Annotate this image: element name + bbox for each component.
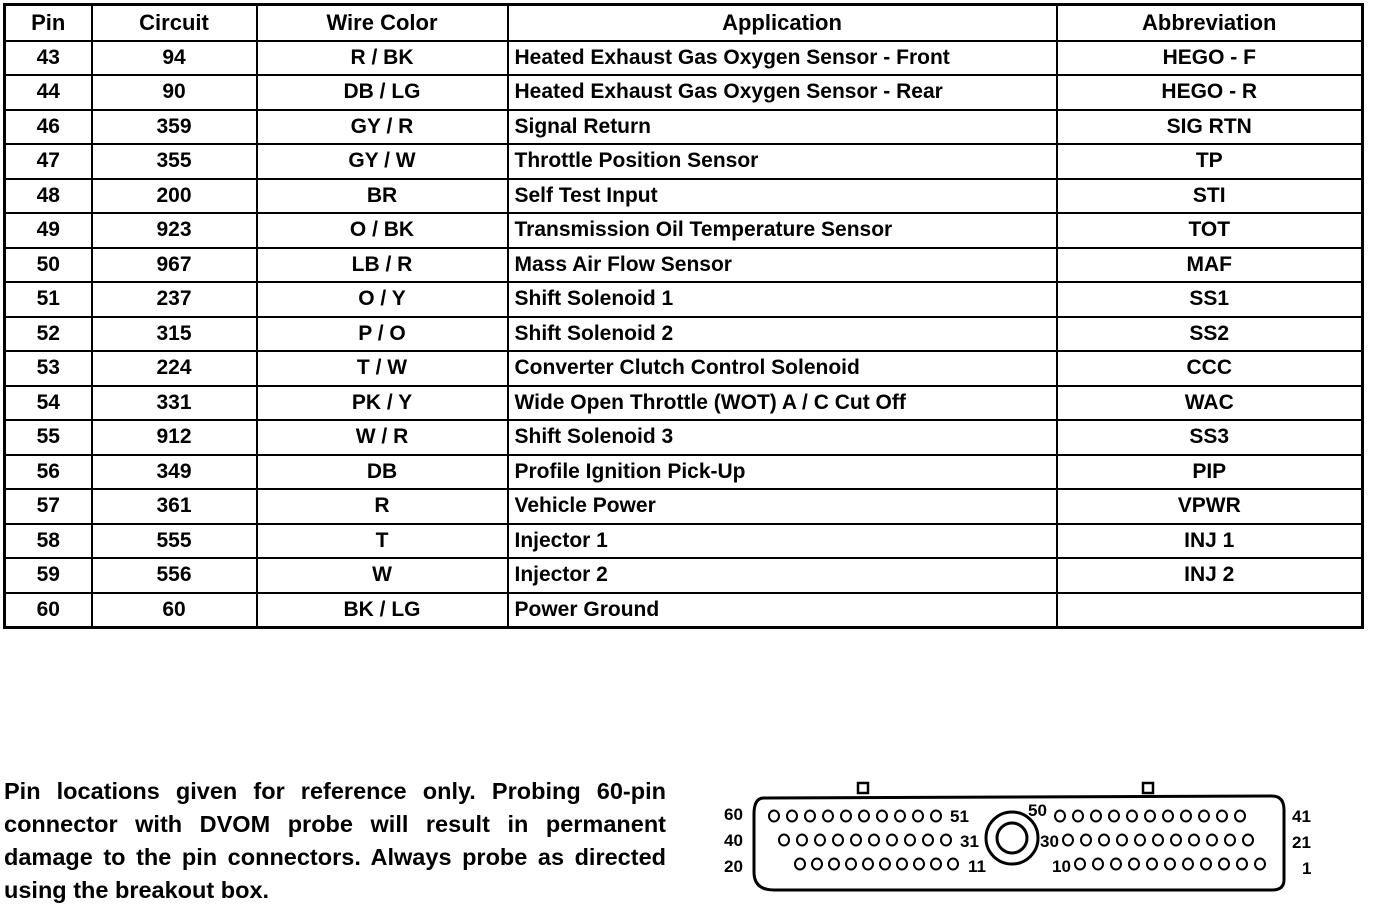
center-post-inner bbox=[997, 823, 1027, 853]
cell-wire-color: R bbox=[257, 489, 508, 524]
cell-abbreviation: MAF bbox=[1057, 248, 1363, 283]
middle-left-pin-hole bbox=[797, 835, 807, 846]
middle-right-pin-hole bbox=[1099, 835, 1109, 846]
cell-pin: 60 bbox=[5, 593, 92, 628]
upper-right-pin-hole bbox=[1127, 811, 1137, 822]
label-pin-41: 41 bbox=[1292, 807, 1311, 826]
lower-right-pin-hole bbox=[1147, 859, 1157, 870]
cell-abbreviation: SS1 bbox=[1057, 282, 1363, 317]
cell-wire-color: T / W bbox=[257, 351, 508, 386]
cell-abbreviation: HEGO - F bbox=[1057, 41, 1363, 76]
middle-left-pin-hole bbox=[887, 835, 897, 846]
latch-left bbox=[858, 783, 868, 793]
cell-circuit: 331 bbox=[92, 386, 257, 421]
label-pin-50: 50 bbox=[1028, 801, 1047, 820]
cell-circuit: 355 bbox=[92, 144, 257, 179]
cell-application: Wide Open Throttle (WOT) A / C Cut Off bbox=[508, 386, 1057, 421]
upper-right-pin-hole bbox=[1073, 811, 1083, 822]
cell-wire-color: R / BK bbox=[257, 41, 508, 76]
cell-application: Transmission Oil Temperature Sensor bbox=[508, 213, 1057, 248]
cell-abbreviation: TOT bbox=[1057, 213, 1363, 248]
label-pin-20: 20 bbox=[724, 857, 743, 876]
label-pin-60: 60 bbox=[724, 805, 743, 824]
table-row bbox=[5, 593, 1363, 628]
lower-right-pin-hole bbox=[1165, 859, 1175, 870]
cell-abbreviation: INJ 2 bbox=[1057, 558, 1363, 593]
middle-left-pin-hole bbox=[905, 835, 915, 846]
cell-application: Shift Solenoid 1 bbox=[508, 282, 1057, 317]
header-wire-color: Wire Color bbox=[257, 5, 508, 41]
pin-table-body bbox=[5, 41, 1363, 628]
table-row bbox=[5, 213, 1363, 248]
cell-pin: 51 bbox=[5, 282, 92, 317]
upper-left-pin-hole bbox=[895, 811, 905, 822]
cell-circuit: 60 bbox=[92, 593, 257, 628]
upper-right-pin-hole bbox=[1181, 811, 1191, 822]
cell-pin: 46 bbox=[5, 110, 92, 145]
cell-circuit: 967 bbox=[92, 248, 257, 283]
cell-application: Injector 2 bbox=[508, 558, 1057, 593]
cell-abbreviation: SS2 bbox=[1057, 317, 1363, 352]
cell-pin: 54 bbox=[5, 386, 92, 421]
cell-application: Heated Exhaust Gas Oxygen Sensor - Rear bbox=[508, 75, 1057, 110]
middle-right-pin-hole bbox=[1243, 835, 1253, 846]
cell-application: Power Ground bbox=[508, 593, 1057, 628]
lower-right-pin-hole bbox=[1111, 859, 1121, 870]
middle-right-pin-hole bbox=[1153, 835, 1163, 846]
upper-left-pin-hole bbox=[859, 811, 869, 822]
label-pin-30: 30 bbox=[1040, 832, 1059, 851]
upper-left-pin-hole bbox=[931, 811, 941, 822]
table-row bbox=[5, 179, 1363, 214]
upper-left-pin-hole bbox=[787, 811, 797, 822]
cell-abbreviation: WAC bbox=[1057, 386, 1363, 421]
connector-diagram bbox=[712, 780, 1332, 905]
lower-left-pin-hole bbox=[846, 859, 856, 870]
cell-wire-color: LB / R bbox=[257, 248, 508, 283]
table-row bbox=[5, 248, 1363, 283]
cell-wire-color: T bbox=[257, 524, 508, 559]
middle-right-pin-hole bbox=[1189, 835, 1199, 846]
cell-wire-color: O / BK bbox=[257, 213, 508, 248]
middle-right-pin-hole bbox=[1171, 835, 1181, 846]
lower-right-pin-hole bbox=[1183, 859, 1193, 870]
cell-pin: 48 bbox=[5, 179, 92, 214]
cell-abbreviation: PIP bbox=[1057, 455, 1363, 490]
upper-left-pin-hole bbox=[913, 811, 923, 822]
upper-left-pin-hole bbox=[769, 811, 779, 822]
cell-application: Profile Ignition Pick-Up bbox=[508, 455, 1057, 490]
cell-abbreviation: STI bbox=[1057, 179, 1363, 214]
cell-wire-color: GY / W bbox=[257, 144, 508, 179]
pin-table bbox=[3, 3, 1364, 629]
cell-pin: 52 bbox=[5, 317, 92, 352]
table-row bbox=[5, 386, 1363, 421]
cell-application: Heated Exhaust Gas Oxygen Sensor - Front bbox=[508, 41, 1057, 76]
cell-circuit: 224 bbox=[92, 351, 257, 386]
middle-right-pin-hole bbox=[1135, 835, 1145, 846]
upper-left-pin-hole bbox=[877, 811, 887, 822]
table-row bbox=[5, 144, 1363, 179]
middle-left-pin-hole bbox=[815, 835, 825, 846]
lower-left-pin-hole bbox=[948, 859, 958, 870]
cell-application: Mass Air Flow Sensor bbox=[508, 248, 1057, 283]
table-row bbox=[5, 41, 1363, 76]
header-pin: Pin bbox=[5, 5, 92, 41]
cell-abbreviation: HEGO - R bbox=[1057, 75, 1363, 110]
cell-circuit: 315 bbox=[92, 317, 257, 352]
cell-pin: 50 bbox=[5, 248, 92, 283]
cell-pin: 47 bbox=[5, 144, 92, 179]
lower-left-pin-hole bbox=[829, 859, 839, 870]
cell-pin: 56 bbox=[5, 455, 92, 490]
cell-wire-color: BR bbox=[257, 179, 508, 214]
upper-right-pin-hole bbox=[1109, 811, 1119, 822]
cell-pin: 55 bbox=[5, 420, 92, 455]
lower-right-pin-hole bbox=[1201, 859, 1211, 870]
lower-right-pin-hole bbox=[1255, 859, 1265, 870]
upper-right-pin-hole bbox=[1199, 811, 1209, 822]
table-row bbox=[5, 351, 1363, 386]
cell-circuit: 923 bbox=[92, 213, 257, 248]
cell-application: Throttle Position Sensor bbox=[508, 144, 1057, 179]
latch-right bbox=[1143, 783, 1153, 793]
cell-abbreviation bbox=[1057, 593, 1363, 628]
cell-application: Shift Solenoid 2 bbox=[508, 317, 1057, 352]
middle-left-pin-hole bbox=[851, 835, 861, 846]
label-pin-40: 40 bbox=[724, 831, 743, 850]
cell-wire-color: DB / LG bbox=[257, 75, 508, 110]
table-row bbox=[5, 317, 1363, 352]
middle-left-pin-hole bbox=[869, 835, 879, 846]
upper-left-pin-hole bbox=[823, 811, 833, 822]
cell-abbreviation: CCC bbox=[1057, 351, 1363, 386]
lower-left-pin-hole bbox=[795, 859, 805, 870]
cell-abbreviation: INJ 1 bbox=[1057, 524, 1363, 559]
cell-wire-color: P / O bbox=[257, 317, 508, 352]
middle-left-pin-hole bbox=[923, 835, 933, 846]
reference-note: Pin locations given for reference only. Probing 60-pin connector with DVOM probe will result in permanent damage to the pin connectors. Always probe as directed using the breakout box. bbox=[4, 778, 666, 903]
upper-right-pin-hole bbox=[1055, 811, 1065, 822]
cell-circuit: 90 bbox=[92, 75, 257, 110]
cell-application: Signal Return bbox=[508, 110, 1057, 145]
cell-abbreviation: TP bbox=[1057, 144, 1363, 179]
cell-pin: 57 bbox=[5, 489, 92, 524]
cell-pin: 58 bbox=[5, 524, 92, 559]
header-application: Application bbox=[508, 5, 1057, 41]
cell-application: Converter Clutch Control Solenoid bbox=[508, 351, 1057, 386]
cell-abbreviation: SS3 bbox=[1057, 420, 1363, 455]
pin-holes bbox=[769, 811, 1265, 870]
cell-application: Self Test Input bbox=[508, 179, 1057, 214]
upper-right-pin-hole bbox=[1217, 811, 1227, 822]
cell-wire-color: O / Y bbox=[257, 282, 508, 317]
cell-wire-color: W bbox=[257, 558, 508, 593]
lower-left-pin-hole bbox=[914, 859, 924, 870]
middle-left-pin-hole bbox=[833, 835, 843, 846]
label-pin-31: 31 bbox=[960, 832, 979, 851]
middle-right-pin-hole bbox=[1117, 835, 1127, 846]
table-row bbox=[5, 489, 1363, 524]
header-abbreviation: Abbreviation bbox=[1057, 5, 1363, 41]
cell-circuit: 349 bbox=[92, 455, 257, 490]
upper-right-pin-hole bbox=[1145, 811, 1155, 822]
table-row bbox=[5, 558, 1363, 593]
lower-left-pin-hole bbox=[863, 859, 873, 870]
table-row bbox=[5, 75, 1363, 110]
middle-right-pin-hole bbox=[1063, 835, 1073, 846]
header-circuit: Circuit bbox=[92, 5, 257, 41]
label-pin-21: 21 bbox=[1292, 833, 1311, 852]
cell-wire-color: PK / Y bbox=[257, 386, 508, 421]
cell-circuit: 94 bbox=[92, 41, 257, 76]
table-row bbox=[5, 455, 1363, 490]
lower-left-pin-hole bbox=[931, 859, 941, 870]
table-row bbox=[5, 110, 1363, 145]
cell-application: Injector 1 bbox=[508, 524, 1057, 559]
table-header-row bbox=[5, 5, 1363, 41]
cell-wire-color: GY / R bbox=[257, 110, 508, 145]
cell-application: Vehicle Power bbox=[508, 489, 1057, 524]
upper-left-pin-hole bbox=[805, 811, 815, 822]
upper-right-pin-hole bbox=[1163, 811, 1173, 822]
label-pin-11: 11 bbox=[968, 857, 986, 876]
cell-wire-color: DB bbox=[257, 455, 508, 490]
cell-circuit: 556 bbox=[92, 558, 257, 593]
cell-abbreviation: SIG RTN bbox=[1057, 110, 1363, 145]
table-row bbox=[5, 524, 1363, 559]
cell-pin: 53 bbox=[5, 351, 92, 386]
lower-right-pin-hole bbox=[1237, 859, 1247, 870]
lower-left-pin-hole bbox=[880, 859, 890, 870]
cell-circuit: 555 bbox=[92, 524, 257, 559]
cell-circuit: 359 bbox=[92, 110, 257, 145]
lower-left-pin-hole bbox=[897, 859, 907, 870]
connector-svg bbox=[712, 780, 1332, 900]
cell-circuit: 200 bbox=[92, 179, 257, 214]
cell-wire-color: BK / LG bbox=[257, 593, 508, 628]
lower-right-pin-hole bbox=[1093, 859, 1103, 870]
middle-left-pin-hole bbox=[941, 835, 951, 846]
cell-pin: 49 bbox=[5, 213, 92, 248]
table-row bbox=[5, 420, 1363, 455]
middle-right-pin-hole bbox=[1225, 835, 1235, 846]
label-pin-1: 1 bbox=[1302, 859, 1312, 878]
cell-pin: 43 bbox=[5, 41, 92, 76]
lower-right-pin-hole bbox=[1075, 859, 1085, 870]
upper-right-pin-hole bbox=[1091, 811, 1101, 822]
cell-abbreviation: VPWR bbox=[1057, 489, 1363, 524]
cell-circuit: 912 bbox=[92, 420, 257, 455]
table-row bbox=[5, 282, 1363, 317]
cell-pin: 59 bbox=[5, 558, 92, 593]
cell-circuit: 237 bbox=[92, 282, 257, 317]
lower-right-pin-hole bbox=[1129, 859, 1139, 870]
label-pin-51: 51 bbox=[950, 807, 969, 826]
label-pin-10: 10 bbox=[1052, 857, 1071, 876]
upper-right-pin-hole bbox=[1235, 811, 1245, 822]
middle-left-pin-hole bbox=[779, 835, 789, 846]
lower-left-pin-hole bbox=[812, 859, 822, 870]
cell-pin: 44 bbox=[5, 75, 92, 110]
cell-circuit: 361 bbox=[92, 489, 257, 524]
middle-right-pin-hole bbox=[1081, 835, 1091, 846]
upper-left-pin-hole bbox=[841, 811, 851, 822]
cell-application: Shift Solenoid 3 bbox=[508, 420, 1057, 455]
middle-right-pin-hole bbox=[1207, 835, 1217, 846]
lower-right-pin-hole bbox=[1219, 859, 1229, 870]
cell-wire-color: W / R bbox=[257, 420, 508, 455]
